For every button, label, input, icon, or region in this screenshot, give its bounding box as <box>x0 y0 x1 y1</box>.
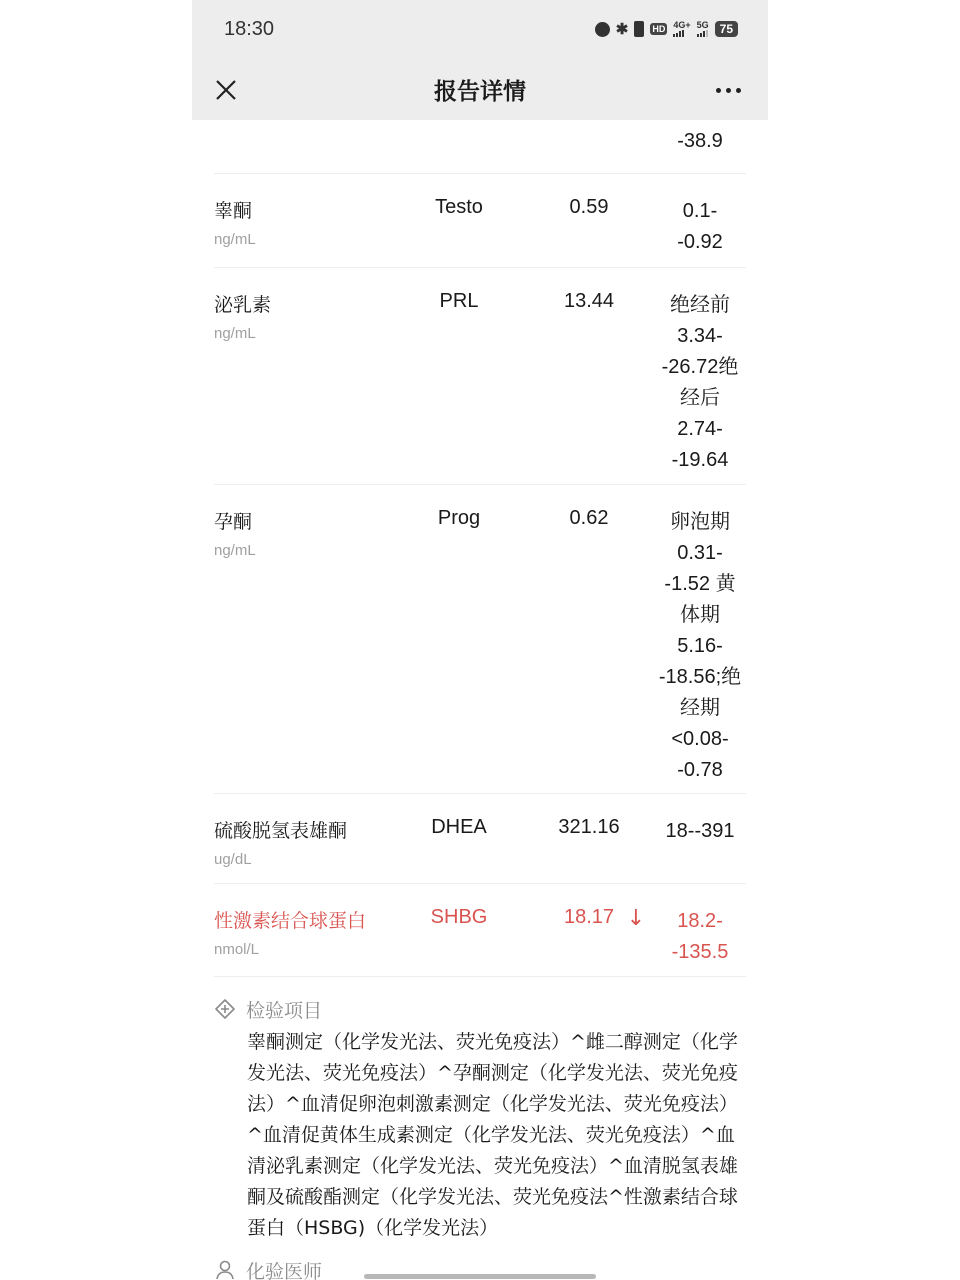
more-button[interactable] <box>708 72 748 108</box>
hd-icon: HD <box>652 24 666 34</box>
report-content <box>214 120 746 1280</box>
signal-4g-icon: 4G+ <box>673 21 690 37</box>
more-icon-dot <box>726 88 731 93</box>
test-abbr: Testo <box>435 196 483 218</box>
test-abbr: PRL <box>439 290 479 312</box>
test-value: 0.59 <box>569 196 609 218</box>
test-name: 泌乳素 <box>214 294 272 316</box>
home-indicator[interactable] <box>364 1274 596 1279</box>
more-icon-dot <box>736 88 741 93</box>
test-name: 睾酮 <box>214 200 253 222</box>
section-title: 化验医师 <box>246 1260 323 1280</box>
signal-5g-icon: 5G <box>697 21 709 37</box>
status-icons <box>595 20 738 38</box>
test-abbr: DHEA <box>431 816 487 838</box>
arrow-down-icon: ↓ <box>626 906 646 931</box>
test-name: 性激素结合球蛋白 <box>214 910 367 932</box>
test-items-text: 睾酮测定（化学发光法、荧光免疫法）^雌二醇测定（化学发光法、荧光免疫法）^孕酮测定（化学发光法、荧光免疫法）^血清促卵泡刺激素测定（化学发光法、荧光免疫法）^血清促黄体生成素测定（化学发光法、荧光免疫法）^血清泌乳素测定（化学发光法、荧光免疫法）^血清脱氢表雄酮及硫酸酯测定（化学发光法、荧光免疫法^性激素结合球蛋白（HSBG)（化学发光法） <box>247 1031 738 1239</box>
test-value: 18.17 <box>563 906 615 928</box>
battery-icon: 75 <box>715 21 738 37</box>
bluetooth-icon: ✱ <box>615 21 629 38</box>
reference-range: 0.1- -0.92 <box>677 200 723 253</box>
table-row <box>214 268 746 485</box>
reference-range: 18--391 <box>665 820 735 842</box>
reference-range: -38.9 <box>677 130 723 152</box>
test-value: 13.44 <box>563 290 615 312</box>
table-row <box>214 794 746 884</box>
alarm-icon <box>595 22 610 37</box>
test-name: 硫酸脱氢表雄酮 <box>214 820 348 842</box>
vibrate-icon <box>634 21 644 37</box>
section-title: 检验项目 <box>246 999 323 1022</box>
page-title: 报告详情 <box>434 79 526 105</box>
reference-range: 卵泡期 0.31- -1.52 黄 体期 5.16- -18.56;绝 经期 <0.08- -0.78 <box>658 511 742 781</box>
test-unit: ug/dL <box>214 851 252 868</box>
test-value: 321.16 <box>558 816 620 838</box>
test-unit: ng/mL <box>214 231 256 248</box>
test-unit: ng/mL <box>214 542 256 559</box>
status-time: 18:30 <box>224 18 275 40</box>
phone-screen <box>192 0 768 1280</box>
nav-bar <box>192 60 768 120</box>
table-row-abnormal <box>214 884 746 977</box>
test-name: 孕酮 <box>214 511 253 533</box>
reference-range: 18.2- -135.5 <box>671 910 729 963</box>
table-row-partial <box>214 120 746 174</box>
status-bar <box>192 0 768 60</box>
reference-range: 绝经前 3.34- -26.72绝 经后 2.74- -19.64 <box>661 294 739 471</box>
table-row <box>214 485 746 794</box>
test-unit: ng/mL <box>214 325 256 342</box>
more-icon-dot <box>716 88 721 93</box>
test-abbr: SHBG <box>430 906 488 928</box>
table-row <box>214 174 746 268</box>
test-unit: nmol/L <box>214 941 260 958</box>
test-value: 0.62 <box>569 507 609 529</box>
diamond-plus-icon <box>214 998 236 1020</box>
person-icon <box>214 1259 236 1280</box>
test-abbr: Prog <box>437 507 481 529</box>
test-items-section <box>214 995 746 1244</box>
